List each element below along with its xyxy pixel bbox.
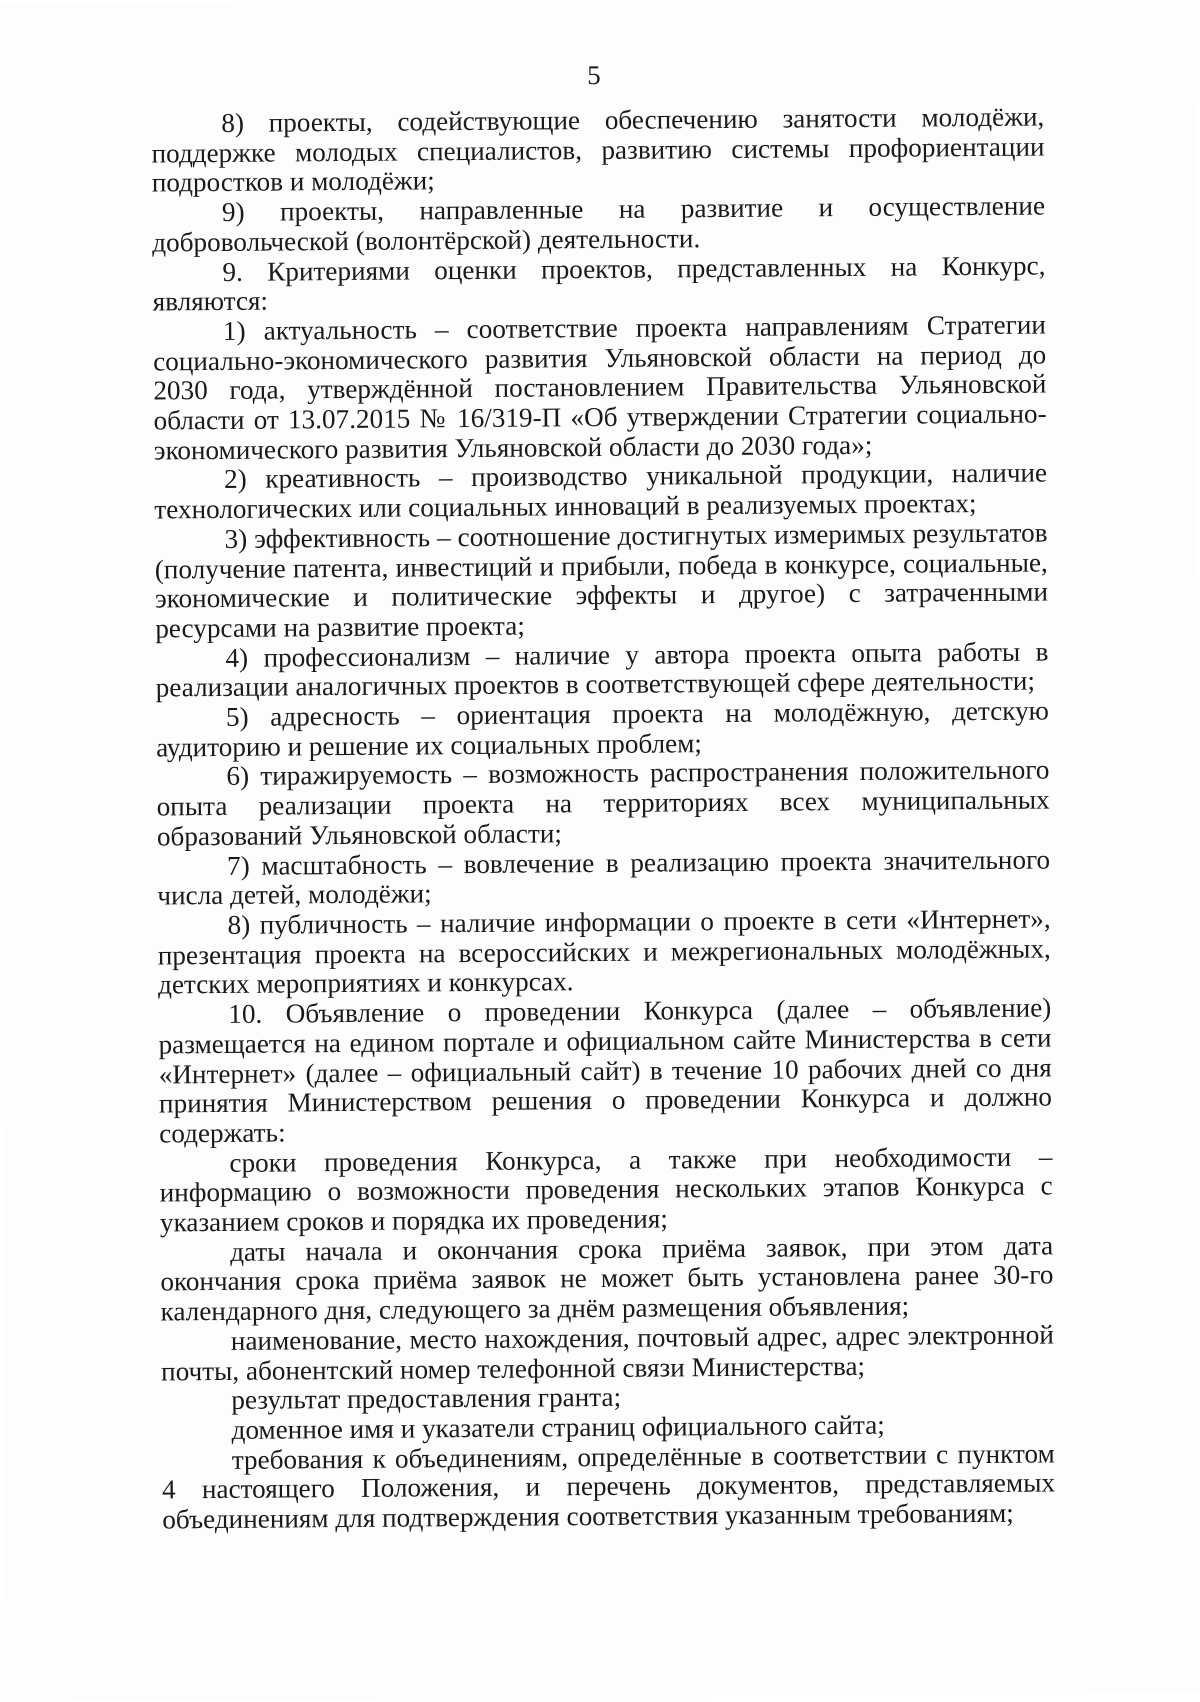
paragraph-announcement-terms: сроки проведения Конкурса, а также при необходимости – информацию о возможности проведения нескольких этапов Конкурса с указанием сроков и порядка их проведения; bbox=[159, 1141, 1053, 1238]
page-number: 5 bbox=[587, 59, 601, 91]
paragraph-announcement-result: результат предоставления гранта; bbox=[231, 1382, 622, 1416]
document-body bbox=[151, 102, 1055, 1535]
paragraph-announcement-domain: доменное имя и указатели страниц официального сайта; bbox=[231, 1409, 885, 1445]
paragraph-section-9-criteria: 9. Критериями оценки проектов, представленных на Конкурс, являются: bbox=[152, 249, 1046, 317]
paragraph-criterion-replicability: 6) тиражируемость – возможность распространения положительного опыта реализации проекта на территориях всех муниципальных образований Ульяновской области; bbox=[156, 754, 1050, 852]
paragraph-criterion-creativity: 2) креативность – производство уникальной продукции, наличие технологических или социальных инноваций в реализуемых проектах; bbox=[154, 457, 1048, 525]
paragraph-section-10-announcement: 10. Объявление о проведении Конкурса (далее – объявление) размещается на едином портале и официальном сайте Министерства в сети «Интернет» (далее – официальный сайт) в течение 10 рабочих дней со дня принятия Министерством решения о проведении Конкурса и должно содержать: bbox=[158, 992, 1053, 1149]
paragraph-announcement-contacts: наименование, место нахождения, почтовый адрес, адрес электронной почты, абонентский номер телефонной связи Министерства; bbox=[160, 1319, 1054, 1386]
paragraph-item-8-projects: 8) проекты, содействующие обеспечению занятости молодёжи, поддержке молодых специалистов, развитию системы профориентации подростков и молодёжи; bbox=[151, 101, 1045, 198]
paragraph-criterion-professionalism: 4) профессионализм – наличие у автора проекта опыта работы в реализации аналогичных проектов в соответствующей сфере деятельности; bbox=[155, 636, 1049, 703]
paragraph-criterion-efficiency: 3) эффективность – соотношение достигнутых измеримых результатов (получение патента, инвестиций и прибыли, победа в конкурсе, социальные, экономические и политические эффекты и другое) с затраченными ресурсами на развитие проекта; bbox=[154, 517, 1049, 644]
paragraph-item-9-projects: 9) проекты, направленные на развитие и осуществление добровольческой (волонтёрской) деятельности. bbox=[152, 190, 1046, 258]
paragraph-announcement-dates: даты начала и окончания срока приёма заявок, при этом дата окончания срока приёма заявок не может быть установлена ранее 30-го календарного дня, следующего за днём размещения объявления; bbox=[160, 1230, 1054, 1327]
paragraph-criterion-scale: 7) масштабность – вовлечение в реализацию проекта значительного числа детей, молодёжи; bbox=[157, 844, 1051, 911]
paragraph-criterion-targeting: 5) адресность – ориентация проекта на молодёжную, детскую аудиторию и решение их социальных проблем; bbox=[156, 695, 1050, 763]
paragraph-criterion-publicity: 8) публичность – наличие информации о проекте в сети «Интернет», презентация проекта на всероссийских и межрегиональных молодёжных, детских мероприятиях и конкурсах. bbox=[157, 903, 1051, 1000]
paragraph-announcement-requirements: требования к объединениям, определённые в соответствии с пунктом 4 настоящего Положения, и перечень документов, представляемых объединениям для подтверждения соответствия указанным требованиям; bbox=[161, 1438, 1056, 1535]
paragraph-criterion-relevance: 1) актуальность – соответствие проекта направлениям Стратегии социально-экономического развития Ульяновской области на период до 2030 года, утверждённой постановлением Правительства Ульяновской области от 13.07.2015 № 16/319-П «Об утверждении Стратегии социально-экономического развития Ульяновской области до 2030 года»; bbox=[153, 309, 1047, 466]
